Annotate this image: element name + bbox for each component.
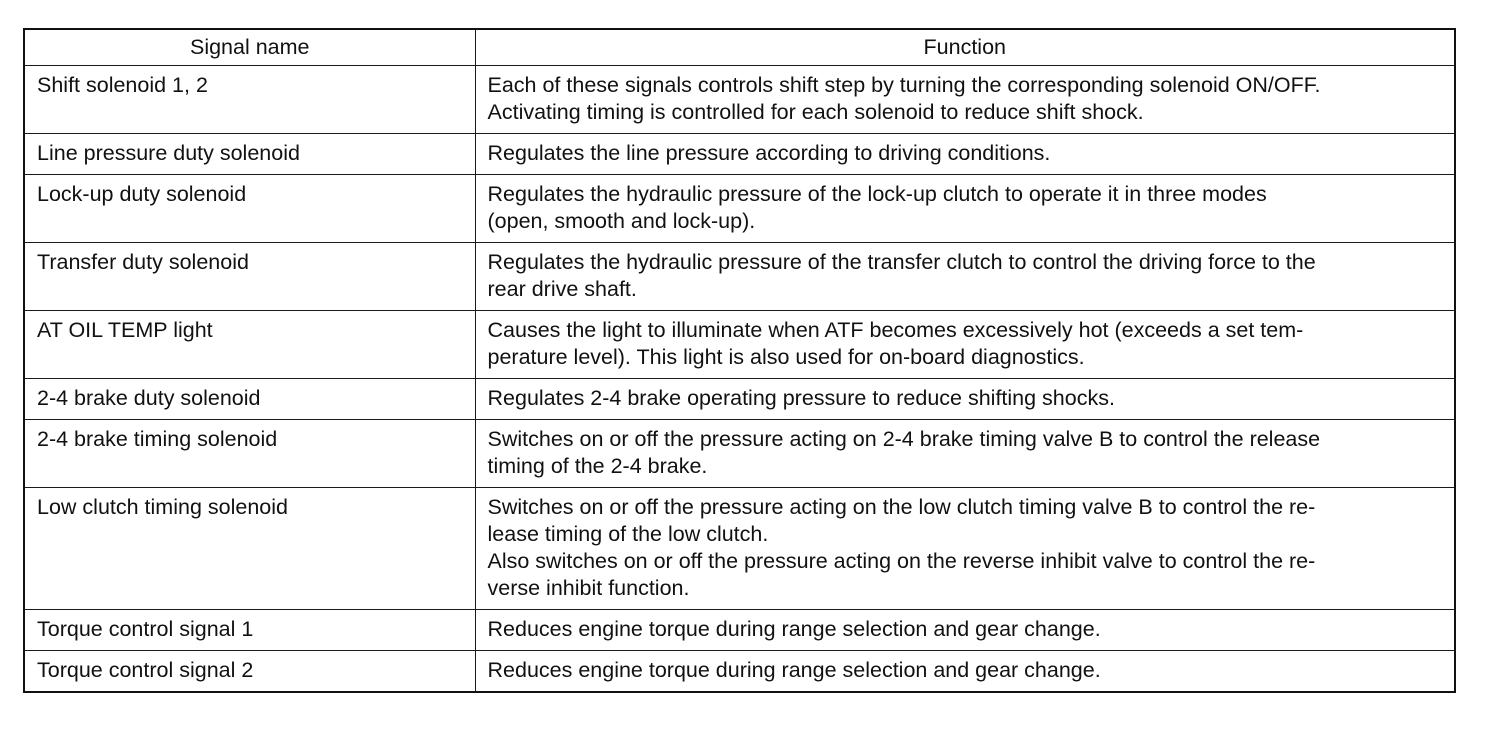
function-text-line: Regulates the hydraulic pressure of the lock-up clutch to operate it in three modes [487, 182, 1267, 206]
function-text-line: (open, smooth and lock-up). [487, 209, 756, 233]
function-cell [475, 311, 1455, 379]
function-cell [475, 175, 1455, 243]
function-text-line: Regulates the line pressure according to driving conditions. [487, 141, 1051, 165]
table-row [24, 243, 1455, 311]
table-row [24, 420, 1455, 488]
table-row [24, 66, 1455, 134]
function-text-line: Regulates 2-4 brake operating pressure to reduce shifting shocks. [487, 386, 1115, 410]
function-text-line: Activating timing is controlled for each solenoid to reduce shift shock. [487, 100, 1144, 124]
header-signal-name: Signal name [24, 29, 475, 66]
function-text-line: rear drive shaft. [487, 277, 637, 301]
table-body [24, 66, 1455, 693]
table-row [24, 610, 1455, 651]
function-cell [475, 488, 1455, 610]
function-cell [475, 66, 1455, 134]
table-row [24, 175, 1455, 243]
table-row [24, 488, 1455, 610]
signal-name-cell: Lock-up duty solenoid [24, 175, 475, 243]
function-cell [475, 610, 1455, 651]
function-text-line: lease timing of the low clutch. [487, 522, 769, 546]
table-row [24, 311, 1455, 379]
function-text-line: timing of the 2-4 brake. [487, 454, 708, 478]
function-cell [475, 243, 1455, 311]
signal-function-table-container [23, 28, 1454, 693]
function-text-line: Regulates the hydraulic pressure of the transfer clutch to control the driving force to the [487, 250, 1316, 274]
signal-name-cell: 2-4 brake duty solenoid [24, 379, 475, 420]
signal-name-cell: Shift solenoid 1, 2 [24, 66, 475, 134]
header-function: Function [475, 29, 1455, 66]
function-text-line: Causes the light to illuminate when ATF becomes excessively hot (exceeds a set tem- [487, 318, 1304, 342]
function-cell [475, 651, 1455, 693]
signal-name-cell: Torque control signal 2 [24, 651, 475, 693]
function-text-line: Switches on or off the pressure acting on 2-4 brake timing valve B to control the release [487, 427, 1321, 451]
function-cell [475, 420, 1455, 488]
signal-function-table [23, 28, 1456, 693]
table-row [24, 379, 1455, 420]
function-cell [475, 134, 1455, 175]
signal-name-cell: Torque control signal 1 [24, 610, 475, 651]
function-text-line: verse inhibit function. [487, 576, 690, 600]
function-text-line: Switches on or off the pressure acting on the low clutch timing valve B to control the re- [487, 495, 1316, 519]
function-text-line: perature level). This light is also used for on-board diagnostics. [487, 345, 1085, 369]
function-text-line: Reduces engine torque during range selection and gear change. [487, 658, 1101, 682]
table-header-row [24, 29, 1455, 66]
function-text-line: Each of these signals controls shift step by turning the corresponding solenoid ON/OFF. [487, 73, 1321, 97]
signal-name-cell: AT OIL TEMP light [24, 311, 475, 379]
table-row [24, 134, 1455, 175]
function-cell [475, 379, 1455, 420]
signal-name-cell: Transfer duty solenoid [24, 243, 475, 311]
table-row [24, 651, 1455, 693]
function-text-line: Also switches on or off the pressure acting on the reverse inhibit valve to control the re- [487, 549, 1316, 573]
signal-name-cell: 2-4 brake timing solenoid [24, 420, 475, 488]
signal-name-cell: Line pressure duty solenoid [24, 134, 475, 175]
function-text-line: Reduces engine torque during range selection and gear change. [487, 617, 1101, 641]
signal-name-cell: Low clutch timing solenoid [24, 488, 475, 610]
